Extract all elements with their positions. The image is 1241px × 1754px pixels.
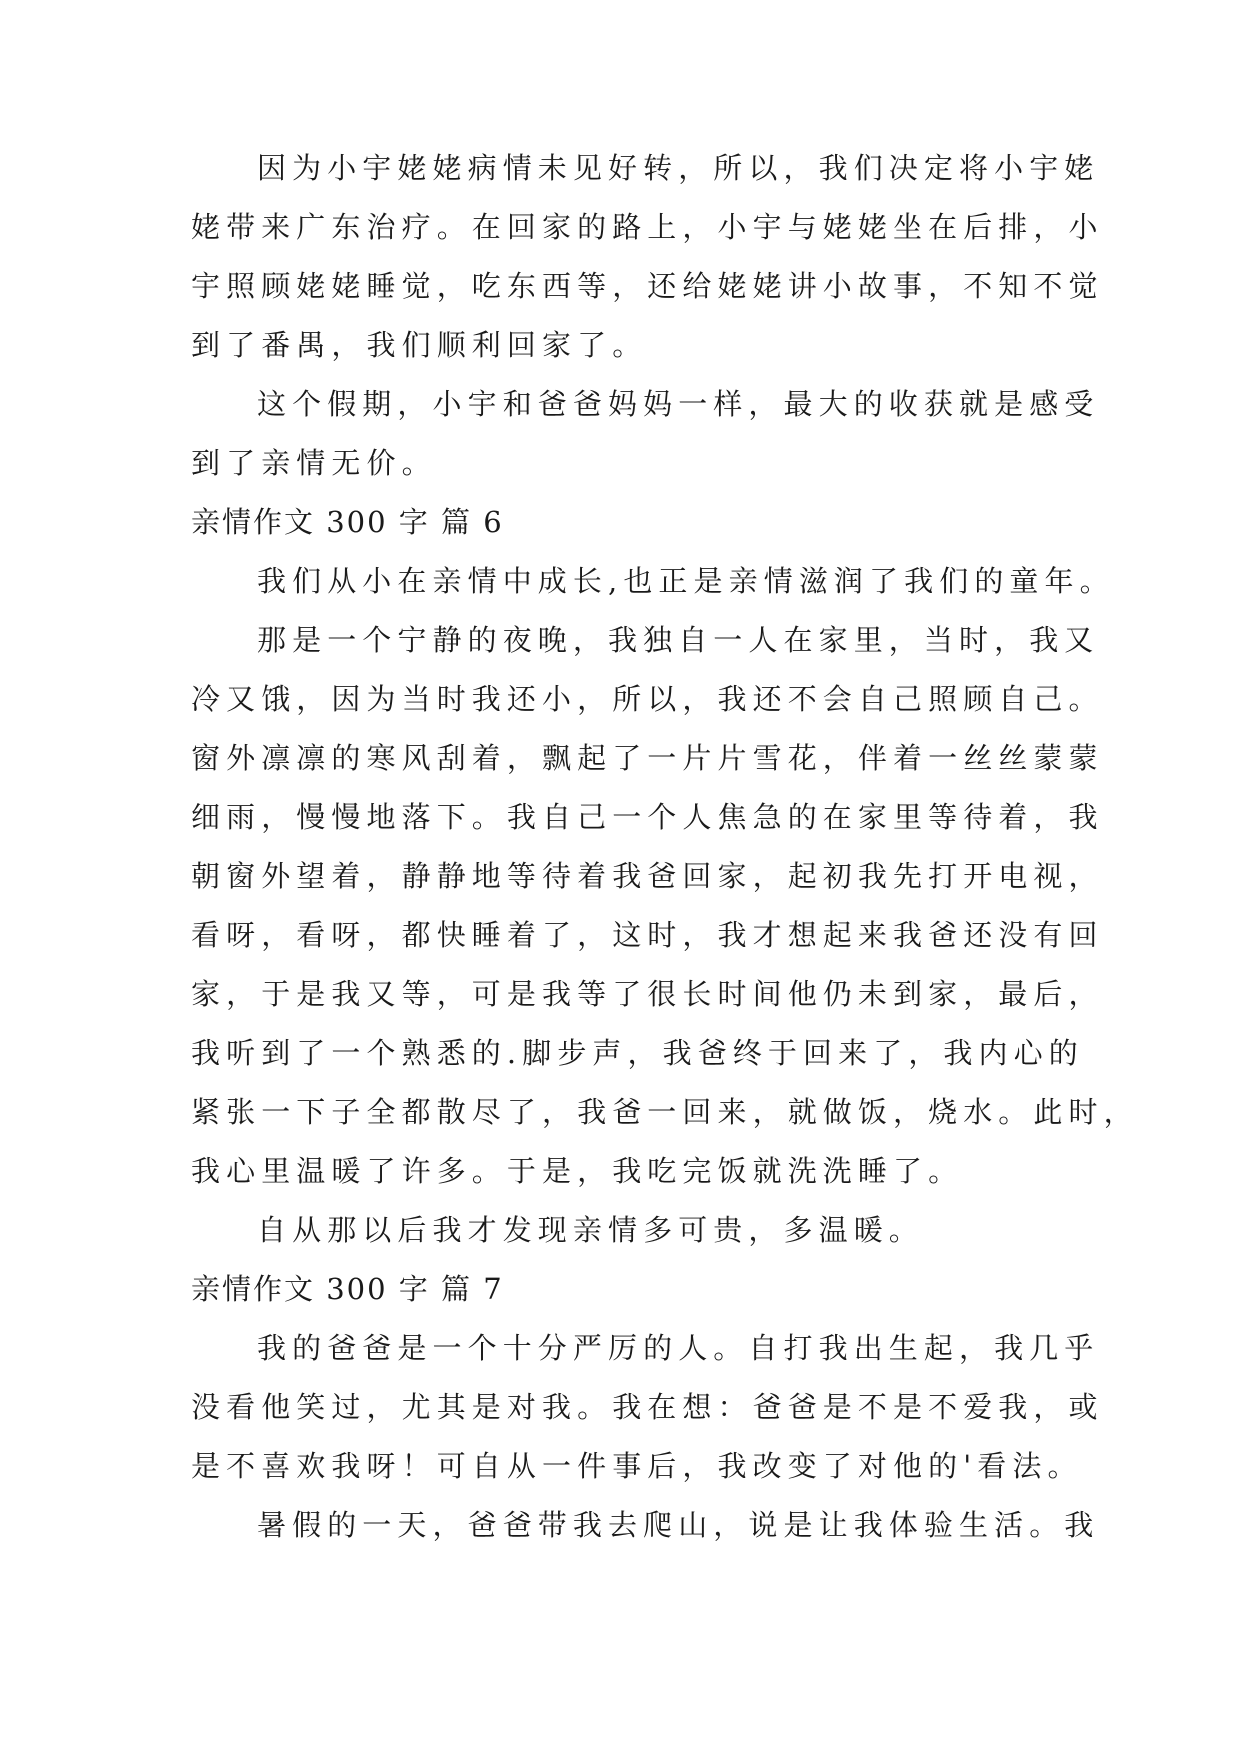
paragraph-line: 这个假期，小宇和爸爸妈妈一样，最大的收获就是感受 — [257, 387, 1100, 421]
paragraph-line: 我们从小在亲情中成长,也正是亲情滋润了我们的童年。 — [257, 564, 1115, 598]
paragraph-line: 我心里温暖了许多。于是，我吃完饭就洗洗睡了。 — [191, 1154, 964, 1188]
paragraph-line: 窗外凛凛的寒风刮着，飘起了一片片雪花，伴着一丝丝蒙蒙 — [191, 741, 1104, 775]
paragraph-line: 姥带来广东治疗。在回家的路上，小宇与姥姥坐在后排，小 — [191, 210, 1104, 244]
section-heading: 亲情作文 300 字 篇 6 — [191, 505, 504, 539]
paragraph-line: 我的爸爸是一个十分严厉的人。自打我出生起，我几乎 — [257, 1331, 1100, 1365]
paragraph-line: 细雨，慢慢地落下。我自己一个人焦急的在家里等待着，我 — [191, 800, 1104, 834]
paragraph-line: 到了番禺，我们顺利回家了。 — [191, 328, 648, 362]
paragraph-line: 我听到了一个熟悉的.脚步声，我爸终于回来了，我内心的 — [191, 1036, 1084, 1070]
paragraph-line: 那是一个宁静的夜晚，我独自一人在家里，当时，我又 — [257, 623, 1100, 657]
paragraph-line: 宇照顾姥姥睡觉，吃东西等，还给姥姥讲小故事，不知不觉 — [191, 269, 1104, 303]
paragraph-line: 是不喜欢我呀！可自从一件事后，我改变了对他的'看法。 — [191, 1449, 1083, 1483]
paragraph-line: 自从那以后我才发现亲情多可贵，多温暖。 — [257, 1213, 924, 1247]
paragraph-line: 紧张一下子全都散尽了，我爸一回来，就做饭，烧水。此时， — [191, 1095, 1139, 1129]
paragraph-line: 因为小宇姥姥病情未见好转，所以，我们决定将小宇姥 — [257, 151, 1100, 185]
section-heading: 亲情作文 300 字 篇 7 — [191, 1272, 504, 1306]
paragraph-line: 到了亲情无价。 — [191, 446, 437, 480]
paragraph-line: 暑假的一天，爸爸带我去爬山，说是让我体验生活。我 — [257, 1508, 1100, 1542]
paragraph-line: 家，于是我又等，可是我等了很长时间他仍未到家，最后， — [191, 977, 1104, 1011]
paragraph-line: 没看他笑过，尤其是对我。我在想：爸爸是不是不爱我，或 — [191, 1390, 1104, 1424]
paragraph-line: 看呀，看呀，都快睡着了，这时，我才想起来我爸还没有回 — [191, 918, 1104, 952]
paragraph-line: 朝窗外望着，静静地等待着我爸回家，起初我先打开电视， — [191, 859, 1104, 893]
paragraph-line: 冷又饿，因为当时我还小，所以，我还不会自己照顾自己。 — [191, 682, 1104, 716]
